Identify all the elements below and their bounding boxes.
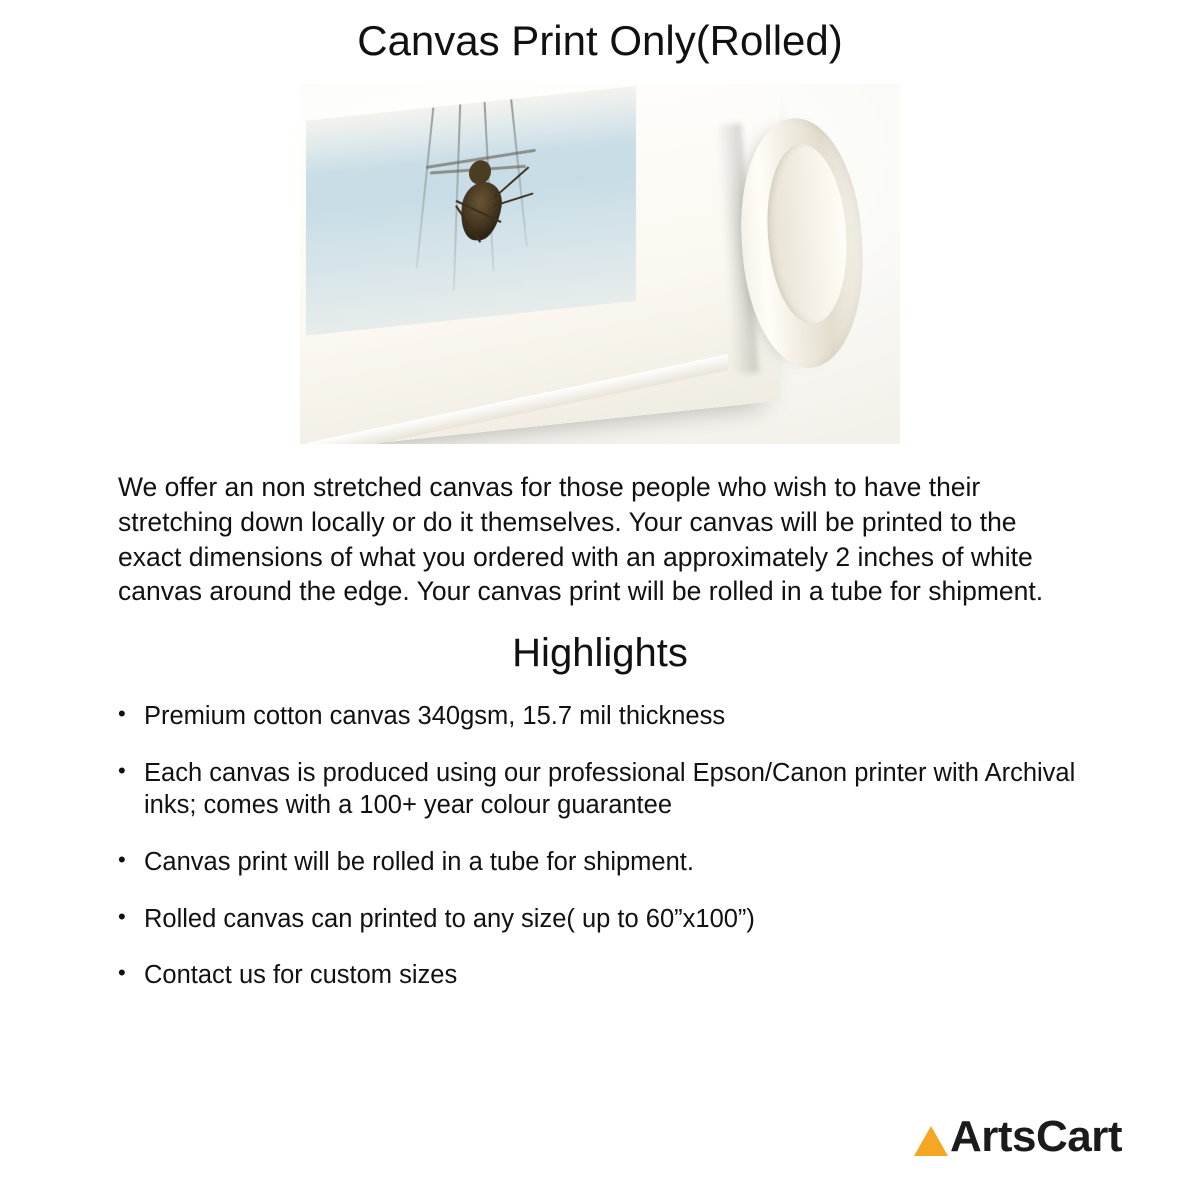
list-item xyxy=(118,700,1082,733)
description-paragraph: We offer an non stretched canvas for those people who wish to have their stretching down locally or do it themselves. Your canvas will be printed to the exact dimensions of what you ordered with an approximately 2 inches of white canvas around the edge. Your canvas print will be rolled in a tube for shipment. xyxy=(118,472,1044,607)
highlights-heading: Highlights xyxy=(512,631,688,675)
brand-logo-text: ArtsCart xyxy=(949,1112,1122,1161)
hero-image-container xyxy=(0,84,1200,444)
list-item xyxy=(118,903,1082,936)
rolled-canvas-image xyxy=(300,84,900,444)
bullet-icon: • xyxy=(118,846,126,872)
bullet-icon: • xyxy=(118,903,126,929)
list-item xyxy=(118,757,1082,822)
list-item-label: Each canvas is produced using our professional Epson/Canon printer with Archival inks; comes with a 100+ year colour guarantee xyxy=(144,758,1076,820)
canvas-sheet xyxy=(300,84,780,444)
bullet-icon: • xyxy=(118,757,126,783)
page-title: Canvas Print Only(Rolled) xyxy=(357,17,843,64)
list-item xyxy=(118,959,1082,992)
highlights-list xyxy=(118,700,1082,992)
bullet-icon: • xyxy=(118,960,126,986)
list-item-label: Canvas print will be rolled in a tube for shipment. xyxy=(144,847,694,876)
list-item-label: Premium cotton canvas 340gsm, 15.7 mil thickness xyxy=(144,702,726,730)
triangle-mark-icon xyxy=(914,1126,948,1156)
insect-leg xyxy=(493,167,529,199)
printed-photo-area xyxy=(306,86,636,336)
list-item-label: Contact us for custom sizes xyxy=(144,961,458,990)
bullet-icon: • xyxy=(118,701,126,726)
list-item xyxy=(118,846,1082,879)
brand-logo xyxy=(914,1112,1122,1162)
list-item-label: Rolled canvas can printed to any size( up to 60”x100”) xyxy=(144,904,755,933)
